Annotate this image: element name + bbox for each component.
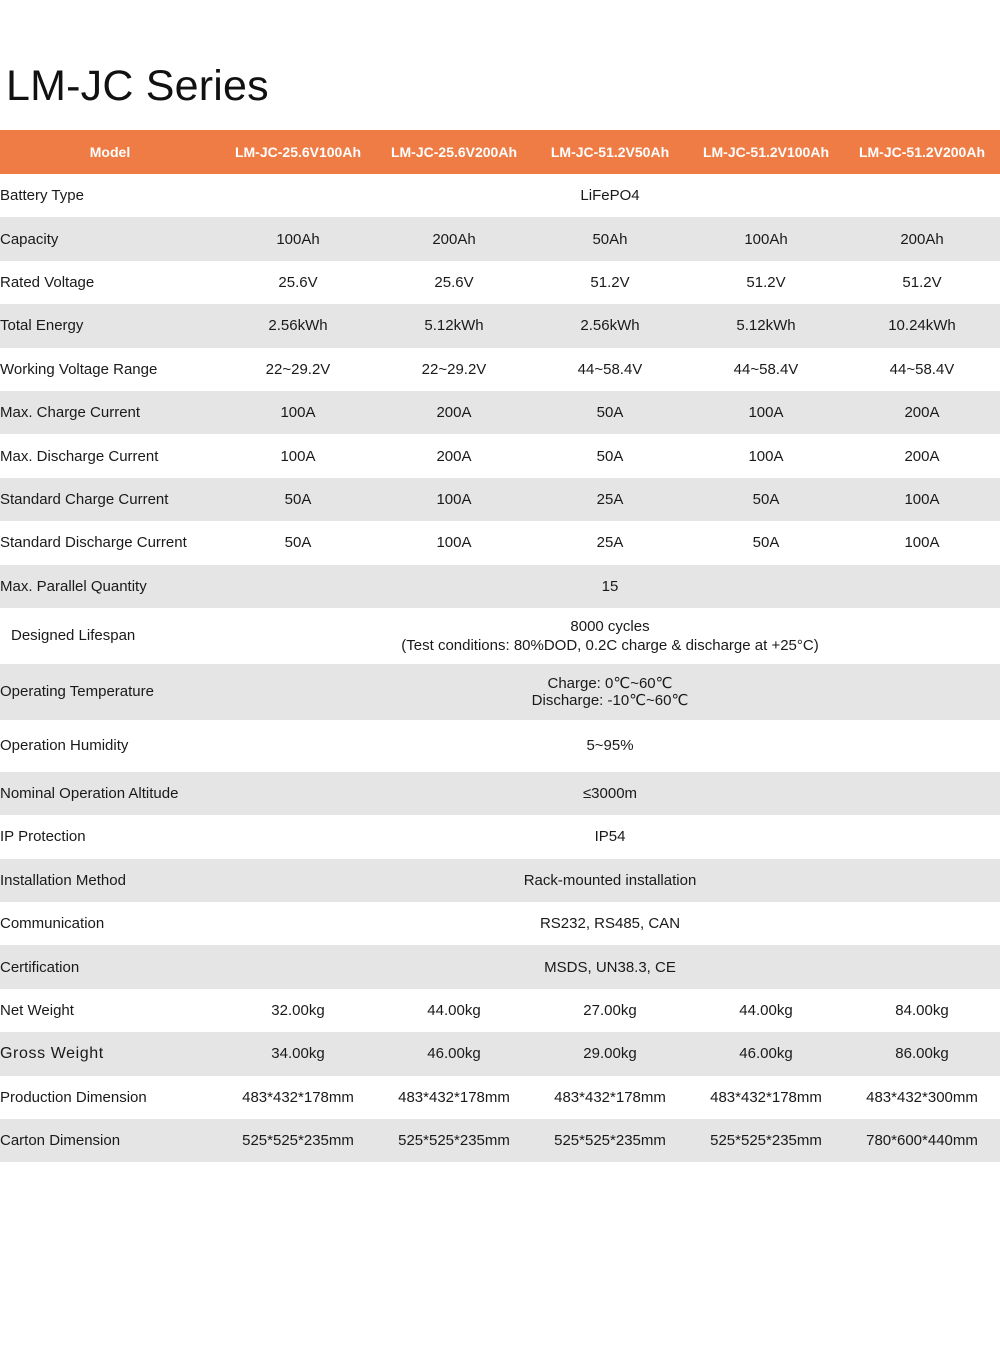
max-parallel-quantity-value: 15	[601, 577, 619, 595]
row-label: Rated Voltage	[0, 273, 95, 291]
row-operation-humidity	[0, 720, 1000, 772]
table-cell: 46.00kg	[427, 1045, 481, 1063]
row-label: Operating Temperature	[0, 683, 154, 701]
table-cell: 483*432*300mm	[866, 1088, 978, 1106]
charge-temperature: Charge: 0℃~60℃	[547, 674, 673, 692]
table-cell: 44.00kg	[427, 1002, 481, 1020]
designed-lifespan-value	[220, 608, 1000, 664]
table-cell: 50A	[752, 490, 780, 508]
table-cell: 100Ah	[744, 230, 788, 248]
table-cell: 483*432*178mm	[242, 1088, 354, 1106]
table-cell: 51.2V	[590, 273, 630, 291]
row-label: Standard Charge Current	[0, 490, 169, 508]
row-label: Designed Lifespan	[11, 627, 136, 645]
row-carton-dimension	[0, 1119, 1000, 1162]
table-cell: 32.00kg	[271, 1002, 325, 1020]
row-label: Carton Dimension	[0, 1132, 121, 1150]
table-cell: 22~29.2V	[421, 360, 487, 378]
table-cell: 51.2V	[902, 273, 942, 291]
table-cell: 46.00kg	[739, 1045, 793, 1063]
table-cell: 25A	[596, 534, 624, 552]
table-cell: 5.12kWh	[736, 317, 796, 335]
table-cell: 25.6V	[278, 273, 318, 291]
table-cell: 100A	[748, 447, 784, 465]
row-operating-temperature	[0, 664, 1000, 720]
table-cell: 50Ah	[592, 230, 628, 248]
header-model-4: LM-JC-51.2V100Ah	[702, 144, 830, 160]
table-cell: 200Ah	[900, 230, 944, 248]
certification-value: MSDS, UN38.3, CE	[544, 958, 676, 976]
table-cell: 525*525*235mm	[398, 1132, 510, 1150]
table-cell: 5.12kWh	[424, 317, 484, 335]
table-cell: 525*525*235mm	[554, 1132, 666, 1150]
operation-humidity-value: 5~95%	[586, 737, 634, 755]
table-cell: 780*600*440mm	[866, 1132, 978, 1150]
row-label: Production Dimension	[0, 1088, 147, 1106]
row-label: Net Weight	[0, 1002, 74, 1020]
row-label: IP Protection	[0, 828, 86, 846]
row-label: Max. Charge Current	[0, 404, 141, 422]
table-cell: 10.24kWh	[888, 317, 956, 335]
table-cell: 200A	[904, 447, 940, 465]
row-gross-weight	[0, 1032, 1000, 1075]
installation-method-value: Rack-mounted installation	[523, 871, 697, 889]
table-cell: 525*525*235mm	[710, 1132, 822, 1150]
table-cell: 50A	[284, 490, 312, 508]
table-cell: 100A	[904, 490, 940, 508]
table-cell: 100A	[904, 534, 940, 552]
row-standard-charge-current	[0, 478, 1000, 521]
table-header-row	[0, 130, 1000, 174]
table-cell: 22~29.2V	[265, 360, 331, 378]
row-battery-type	[0, 174, 1000, 217]
row-rated-voltage	[0, 261, 1000, 304]
header-model: Model	[89, 144, 131, 160]
table-cell: 44~58.4V	[733, 360, 799, 378]
table-cell: 50A	[752, 534, 780, 552]
row-max-parallel-quantity	[0, 565, 1000, 608]
ip-protection-value: IP54	[594, 828, 626, 846]
table-cell: 50A	[284, 534, 312, 552]
row-label: Capacity	[0, 230, 59, 248]
row-label: Certification	[0, 958, 80, 976]
row-certification	[0, 945, 1000, 988]
lifespan-cycles: 8000 cycles	[570, 617, 650, 635]
table-cell: 50A	[596, 404, 624, 422]
row-label: Gross Weight	[0, 1044, 104, 1062]
table-cell: 29.00kg	[583, 1045, 637, 1063]
row-label: Nominal Operation Altitude	[0, 785, 179, 803]
table-cell: 25.6V	[434, 273, 474, 291]
communication-value: RS232, RS485, CAN	[539, 915, 681, 933]
row-production-dimension	[0, 1076, 1000, 1119]
table-cell: 483*432*178mm	[554, 1088, 666, 1106]
row-label: Working Voltage Range	[0, 360, 158, 378]
altitude-value: ≤3000m	[582, 785, 638, 803]
battery-type-value: LiFePO4	[580, 187, 640, 205]
table-cell: 25A	[596, 490, 624, 508]
table-cell: 100Ah	[276, 230, 320, 248]
table-cell: 27.00kg	[583, 1002, 637, 1020]
page-title: LM-JC Series	[6, 62, 269, 110]
table-cell: 483*432*178mm	[710, 1088, 822, 1106]
table-cell: 100A	[280, 404, 316, 422]
row-label: Battery Type	[0, 187, 84, 205]
row-label: Max. Discharge Current	[0, 447, 159, 465]
spec-table	[0, 130, 1000, 1162]
table-cell: 100A	[436, 534, 472, 552]
table-cell: 86.00kg	[895, 1045, 949, 1063]
table-cell: 100A	[280, 447, 316, 465]
row-label: Standard Discharge Current	[0, 534, 187, 552]
discharge-temperature: Discharge: -10℃~60℃	[531, 691, 689, 709]
table-cell: 51.2V	[746, 273, 786, 291]
table-cell: 44~58.4V	[577, 360, 643, 378]
row-label: Communication	[0, 915, 105, 933]
row-standard-discharge-current	[0, 521, 1000, 564]
table-cell: 44.00kg	[739, 1002, 793, 1020]
lifespan-test-conditions: (Test conditions: 80%DOD, 0.2C charge & discharge at +25°C)	[401, 636, 819, 654]
table-cell: 100A	[436, 490, 472, 508]
row-installation-method	[0, 859, 1000, 902]
table-cell: 44~58.4V	[889, 360, 955, 378]
header-model-5: LM-JC-51.2V200Ah	[858, 144, 986, 160]
table-cell: 525*525*235mm	[242, 1132, 354, 1150]
row-designed-lifespan	[0, 608, 1000, 664]
row-max-discharge-current	[0, 434, 1000, 477]
table-cell: 483*432*178mm	[398, 1088, 510, 1106]
row-total-energy	[0, 304, 1000, 347]
header-model-1: LM-JC-25.6V100Ah	[234, 144, 362, 160]
header-model-3: LM-JC-51.2V50Ah	[550, 144, 670, 160]
table-cell: 50A	[596, 447, 624, 465]
row-nominal-operation-altitude	[0, 772, 1000, 815]
row-net-weight	[0, 989, 1000, 1032]
header-model-2: LM-JC-25.6V200Ah	[390, 144, 518, 160]
table-cell: 200A	[436, 447, 472, 465]
row-ip-protection	[0, 815, 1000, 858]
table-cell: 2.56kWh	[580, 317, 640, 335]
row-label: Max. Parallel Quantity	[0, 577, 147, 595]
table-cell: 2.56kWh	[268, 317, 328, 335]
row-label: Total Energy	[0, 317, 84, 335]
row-label: Installation Method	[0, 871, 126, 889]
row-working-voltage-range	[0, 348, 1000, 391]
table-cell: 84.00kg	[895, 1002, 949, 1020]
table-cell: 100A	[748, 404, 784, 422]
row-capacity	[0, 217, 1000, 260]
row-label: Operation Humidity	[0, 737, 129, 755]
row-max-charge-current	[0, 391, 1000, 434]
operating-temperature-value	[220, 664, 1000, 720]
table-cell: 200Ah	[432, 230, 476, 248]
row-communication	[0, 902, 1000, 945]
table-cell: 34.00kg	[271, 1045, 325, 1063]
table-cell: 200A	[436, 404, 472, 422]
table-cell: 200A	[904, 404, 940, 422]
